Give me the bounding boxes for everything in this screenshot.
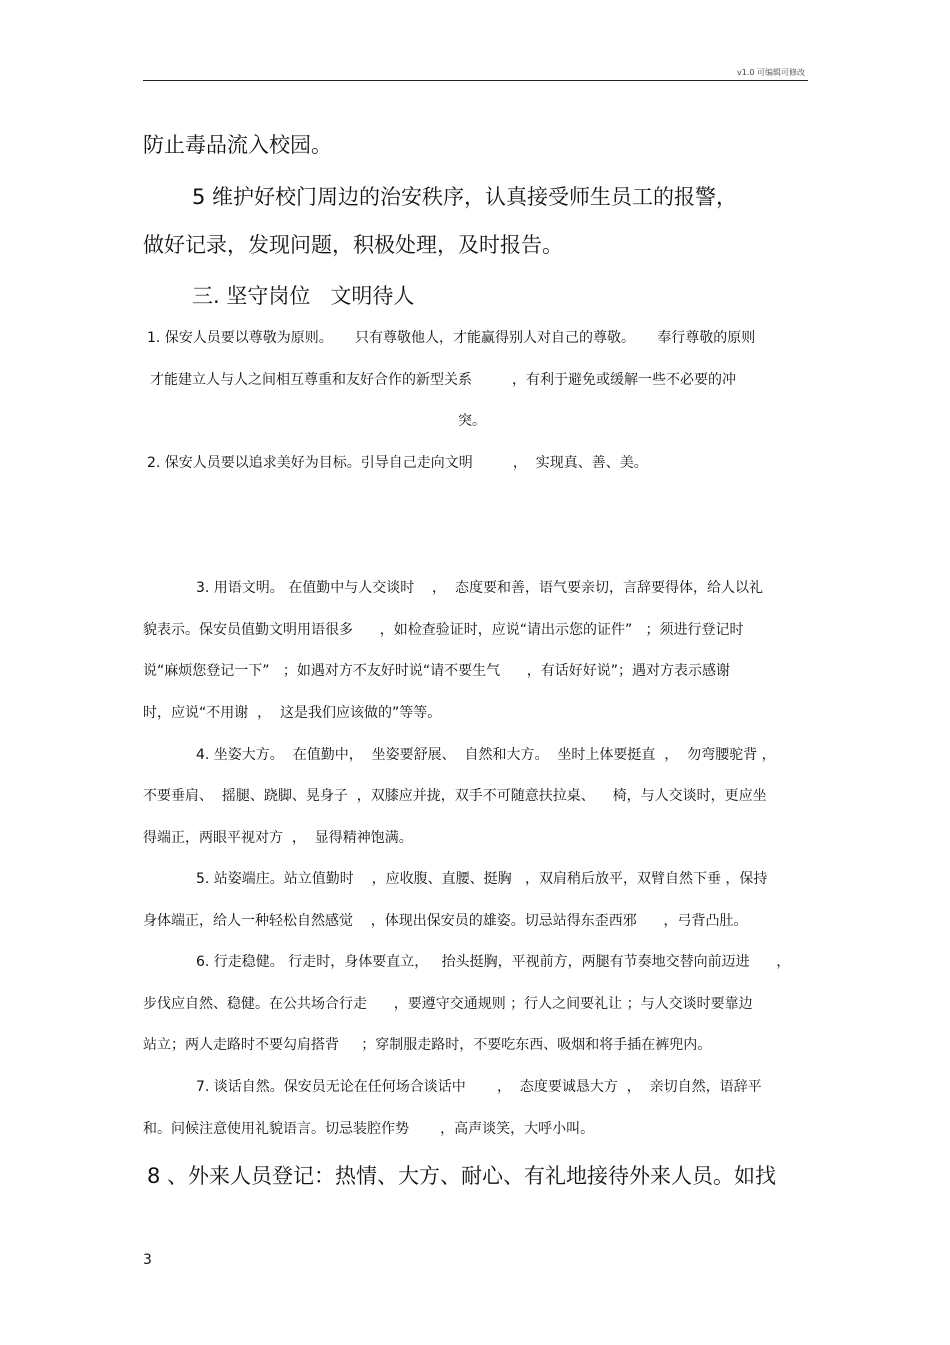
body-line-10: 貌表示。保安员值勤文明用语很多 ，如检查验证时，应说“请出示您的证件” ；须进行登记时 — [143, 622, 744, 638]
body-line-9: 3. 用语文明。 在值勤中与人交谈时 ， 态度要和善，语气要亲切，言辞要得体，给人以礼 — [196, 580, 763, 596]
body-line-7: 突。 — [458, 413, 486, 429]
body-line-15: 得端正，两眼平视对方 ， 显得精神饱满。 — [143, 830, 413, 846]
body-line-14: 不要垂肩、 摇腿、跷脚、晃身子 ，双膝应并拢，双手不可随意扶拉桌、 椅，与人交谈时，更应坐 — [143, 788, 767, 804]
body-line-19: 步伐应自然、稳健。在公共场合行走 ，要遵守交通规则 ；行人之间要礼让 ；与人交谈时要靠边 — [143, 996, 753, 1012]
section-heading: 三. 坚守岗位 文明待人 — [192, 284, 415, 308]
body-line-5: 1. 保安人员要以尊敬为原则。 只有尊敬他人，才能赢得别人对自己的尊敬。 奉行尊敬的原则 — [147, 330, 756, 346]
body-line-2: 5 维护好校门周边的治安秩序，认真接受师生员工的报警， — [192, 185, 738, 209]
body-line-23: 8 、外来人员登记：热情、大方、耐心、有礼地接待外来人员。如找 — [147, 1164, 777, 1188]
body-line-16: 5. 站姿端庄。站立值勤时 ，应收腹、直腰、挺胸 ，双肩稍后放平，双臂自然下垂 ，保持 — [196, 871, 768, 887]
body-line-18: 6. 行走稳健。 行走时，身体要直立， 抬头挺胸，平视前方，两腿有节奏地交替向前迈进 ， — [196, 954, 791, 970]
body-line-3: 做好记录，发现问题，积极处理，及时报告。 — [143, 233, 563, 257]
body-line-11: 说“麻烦您登记一下” ；如遇对方不友好时说“请不要生气 ，有话好好说”；遇对方表示感谢 — [143, 663, 731, 679]
header-version: v1.0 — [737, 68, 755, 77]
body-line-20: 站立；两人走路时不要勾肩搭背 ；穿制服走路时，不要吃东西、吸烟和将手插在裤兜内。 — [143, 1037, 712, 1053]
body-line-17: 身体端正，给人一种轻松自然感觉 ，体现出保安员的雄姿。切忌站得东歪西邪 ，弓背凸肚。 — [143, 913, 748, 929]
header-version-note — [737, 67, 805, 78]
body-line-22: 和。问候注意使用礼貌语言。切忌装腔作势 ，高声谈笑，大呼小叫。 — [143, 1121, 595, 1137]
body-line-12: 时，应说“不用谢 ， 这是我们应该做的”等等。 — [143, 705, 442, 721]
body-line-21: 7. 谈话自然。保安员无论在任何场合谈话中 ， 态度要诚恳大方 ， 亲切自然，语辞平 — [196, 1079, 762, 1095]
body-line-13: 4. 坐姿大方。 在值勤中， 坐姿要舒展、 自然和大方。 坐时上体要挺直 ， 勿弯腰驼背 ， — [196, 747, 776, 763]
page-number: 3 — [143, 1252, 152, 1268]
body-line-1: 防止毒品流入校园。 — [143, 133, 332, 157]
header-rule — [143, 80, 808, 81]
body-line-6: 才能建立人与人之间相互尊重和友好合作的新型关系 ，有利于避免或缓解一些不必要的冲 — [150, 372, 737, 388]
body-line-8: 2. 保安人员要以追求美好为目标。引导自己走向文明 ， 实现真、善、美。 — [147, 455, 648, 471]
header-note: 可编辑可修改 — [757, 68, 806, 77]
